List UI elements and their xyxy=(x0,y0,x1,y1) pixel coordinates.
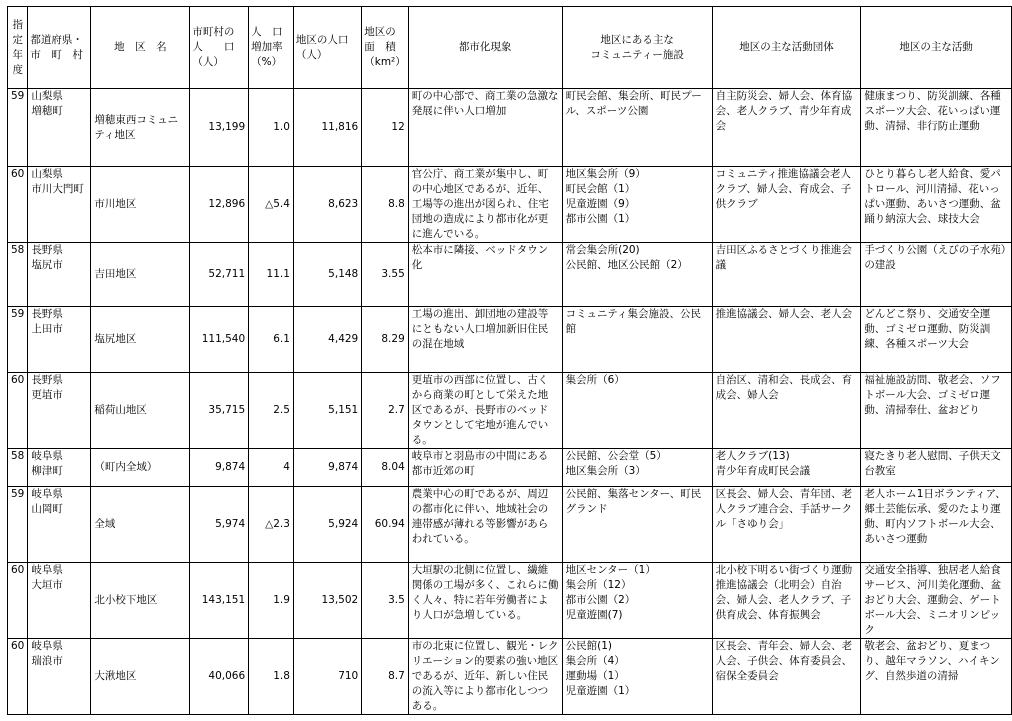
cell-area: 12 xyxy=(362,89,409,167)
cell-activities: ひとり暮らし老人給食、愛パトロール、河川清掃、花いっぱい運動、あいさつ運動、盆踊り納涼大会、球技大会 xyxy=(861,167,1012,243)
cell-year: 60 xyxy=(8,167,28,243)
cell-city-pop: 12,896 xyxy=(190,167,249,243)
cell-facilities: 常会集会所(20) 公民館、地区公民館（2） xyxy=(562,243,712,307)
header-district: 地 区 名 xyxy=(91,7,190,89)
header-district-pop: 地区の人口 （人） xyxy=(293,7,361,89)
cell-district: （町内全域） xyxy=(91,449,190,487)
cell-growth: 1.8 xyxy=(249,639,294,715)
cell-pref-city: 山梨県 市川大門町 xyxy=(28,167,91,243)
cell-growth: 2.5 xyxy=(249,373,294,449)
cell-city-pop: 40,066 xyxy=(190,639,249,715)
cell-district: 全域 xyxy=(91,487,190,563)
cell-growth: △5.4 xyxy=(249,167,294,243)
cell-groups: 推進協議会、婦人会、老人会 xyxy=(712,307,861,373)
cell-district: 市川地区 xyxy=(91,167,190,243)
cell-city-pop: 111,540 xyxy=(190,307,249,373)
cell-district: 増穂東西コミュニティ地区 xyxy=(91,89,190,167)
cell-area: 3.55 xyxy=(362,243,409,307)
cell-activities: 老人ホーム1日ボランティア、郷土芸能伝承、愛のたより運動、町内ソフトボール大会、あいさつ運動 xyxy=(861,487,1012,563)
cell-growth: △2.3 xyxy=(249,487,294,563)
cell-district-pop: 5,148 xyxy=(293,243,361,307)
cell-groups: 自主防災会、婦人会、体育協会、老人クラブ、青少年育成会 xyxy=(712,89,861,167)
cell-year: 60 xyxy=(8,639,28,715)
cell-facilities: 公民館(1) 集会所（4） 運動場（1） 児童遊園（1） xyxy=(562,639,712,715)
table-row xyxy=(8,639,1012,715)
cell-groups: 区長会、婦人会、青年団、老人クラブ連合会、手話サークル「さゆり会」 xyxy=(712,487,861,563)
table-row xyxy=(8,307,1012,373)
cell-district-pop: 710 xyxy=(293,639,361,715)
cell-district-pop: 5,924 xyxy=(293,487,361,563)
header-growth: 人 口 増加率 （%） xyxy=(249,7,294,89)
table-row xyxy=(8,487,1012,563)
cell-district-pop: 11,816 xyxy=(293,89,361,167)
cell-area: 8.7 xyxy=(362,639,409,715)
table-row xyxy=(8,89,1012,167)
cell-pref-city: 山梨県 増穂町 xyxy=(28,89,91,167)
cell-facilities: 公民館、集落センター、町民グランド xyxy=(562,487,712,563)
cell-urbanization: 官公庁、商工業が集中し、町の中心地区であるが、近年、工場等の進出が図られ、住宅団地の造成により都市化が更に進んでいる。 xyxy=(408,167,562,243)
cell-groups: コミュニティ推進協議会老人クラブ、婦人会、育成会、子供クラブ xyxy=(712,167,861,243)
cell-activities: 敬老会、盆おどり、夏まつり、越年マラソン、ハイキング、自然歩道の清掃 xyxy=(861,639,1012,715)
header-urbanization: 都市化現象 xyxy=(408,7,562,89)
cell-district: 塩尻地区 xyxy=(91,307,190,373)
cell-pref-city: 岐阜県 瑞浪市 xyxy=(28,639,91,715)
table-row xyxy=(8,373,1012,449)
cell-area: 8.29 xyxy=(362,307,409,373)
cell-area: 8.04 xyxy=(362,449,409,487)
cell-district: 北小校下地区 xyxy=(91,563,190,639)
header-row xyxy=(8,7,1012,89)
cell-groups: 老人クラブ(13) 青少年育成町民会議 xyxy=(712,449,861,487)
cell-groups: 区長会、青年会、婦人会、老人会、子供会、体育委員会、宿保全委員会 xyxy=(712,639,861,715)
cell-growth: 1.0 xyxy=(249,89,294,167)
cell-activities: 手づくり公園（えびの子水苑）の建設 xyxy=(861,243,1012,307)
header-facilities: 地区にある主な コミュニティー施設 xyxy=(562,7,712,89)
cell-urbanization: 市の北東に位置し、観光・レクリエーション的要素の強い地区であるが、近年、新しい住民の流入等により都市化しつつある。 xyxy=(408,639,562,715)
cell-facilities: 地区集会所（9） 町民会館（1） 児童遊園（9） 都市公園（1） xyxy=(562,167,712,243)
cell-district-pop: 13,502 xyxy=(293,563,361,639)
cell-city-pop: 9,874 xyxy=(190,449,249,487)
cell-activities: 寝たきり老人慰問、子供天文台教室 xyxy=(861,449,1012,487)
cell-year: 59 xyxy=(8,89,28,167)
cell-urbanization: 松本市に隣接、ベッドタウン化 xyxy=(408,243,562,307)
cell-city-pop: 5,974 xyxy=(190,487,249,563)
community-table xyxy=(7,6,1012,715)
cell-district-pop: 4,429 xyxy=(293,307,361,373)
cell-pref-city: 長野県 塩尻市 xyxy=(28,243,91,307)
table-row xyxy=(8,449,1012,487)
cell-pref-city: 岐阜県 大垣市 xyxy=(28,563,91,639)
table-row xyxy=(8,563,1012,639)
cell-district: 稲荷山地区 xyxy=(91,373,190,449)
cell-city-pop: 52,711 xyxy=(190,243,249,307)
cell-activities: 交通安全指導、独居老人給食サービス、河川美化運動、盆おどり大会、運動会、ゲートボール大会、ミニオリンピック xyxy=(861,563,1012,639)
header-city-pop: 市町村の 人 口 （人） xyxy=(190,7,249,89)
cell-year: 58 xyxy=(8,449,28,487)
cell-groups: 吉田区ふるさとづくり推進会議 xyxy=(712,243,861,307)
header-activities: 地区の主な活動 xyxy=(861,7,1012,89)
cell-year: 60 xyxy=(8,563,28,639)
cell-city-pop: 143,151 xyxy=(190,563,249,639)
cell-urbanization: 更埴市の西部に位置し、古くから商業の町として栄えた地区であるが、長野市のベッドタウンとして宅地が進んでいる。 xyxy=(408,373,562,449)
cell-growth: 4 xyxy=(249,449,294,487)
header-groups: 地区の主な活動団体 xyxy=(712,7,861,89)
header-area: 地区の 面 積 （km²） xyxy=(362,7,409,89)
cell-area: 60.94 xyxy=(362,487,409,563)
table-row xyxy=(8,167,1012,243)
cell-groups: 自治区、清和会、長成会、育成会、婦人会 xyxy=(712,373,861,449)
cell-pref-city: 岐阜県 山岡町 xyxy=(28,487,91,563)
cell-pref-city: 岐阜県 柳津町 xyxy=(28,449,91,487)
cell-year: 58 xyxy=(8,243,28,307)
cell-district-pop: 8,623 xyxy=(293,167,361,243)
cell-growth: 11.1 xyxy=(249,243,294,307)
cell-year: 59 xyxy=(8,487,28,563)
cell-growth: 1.9 xyxy=(249,563,294,639)
cell-groups: 北小校下明るい街づくり運動推進協議会（北明会）自治会、婦人会、老人クラブ、子供育成会、体育振興会 xyxy=(712,563,861,639)
cell-urbanization: 農業中心の町であるが、周辺の都市化に伴い、地域社会の連帯感が薄れる等影響があらわれている。 xyxy=(408,487,562,563)
cell-area: 8.8 xyxy=(362,167,409,243)
cell-district: 吉田地区 xyxy=(91,243,190,307)
cell-facilities: 公民館、公会堂（5） 地区集会所（3） xyxy=(562,449,712,487)
cell-facilities: 集会所（6） xyxy=(562,373,712,449)
cell-facilities: コミュニティ集会施設、公民館 xyxy=(562,307,712,373)
cell-urbanization: 大垣駅の北側に位置し、繊維関係の工場が多く、これらに働く人々、特に若年労働者により人口が急増している。 xyxy=(408,563,562,639)
cell-activities: 健康まつり、防災訓練、各種スポーツ大会、花いっぱい運動、清掃、非行防止運動 xyxy=(861,89,1012,167)
cell-activities: 福祉施設訪問、敬老会、ソフトボール大会、ゴミゼロ運動、清掃奉仕、盆おどり xyxy=(861,373,1012,449)
cell-pref-city: 長野県 上田市 xyxy=(28,307,91,373)
header-year: 指定年度 xyxy=(8,7,28,89)
cell-urbanization: 工場の進出、卸団地の建設等にともない人口増加新旧住民の混在地域 xyxy=(408,307,562,373)
cell-district-pop: 9,874 xyxy=(293,449,361,487)
cell-urbanization: 町の中心部で、商工業の急激な発展に伴い人口増加 xyxy=(408,89,562,167)
cell-year: 59 xyxy=(8,307,28,373)
cell-activities: どんどこ祭り、交通安全運動、ゴミゼロ運動、防災訓練、各種スポーツ大会 xyxy=(861,307,1012,373)
cell-urbanization: 岐阜市と羽島市の中間にある都市近郊の町 xyxy=(408,449,562,487)
table-row xyxy=(8,243,1012,307)
header-pref-city: 都道府県・ 市 町 村 xyxy=(28,7,91,89)
cell-city-pop: 35,715 xyxy=(190,373,249,449)
cell-district: 大湫地区 xyxy=(91,639,190,715)
cell-pref-city: 長野県 更埴市 xyxy=(28,373,91,449)
cell-city-pop: 13,199 xyxy=(190,89,249,167)
cell-area: 2.7 xyxy=(362,373,409,449)
cell-district-pop: 5,151 xyxy=(293,373,361,449)
cell-facilities: 地区センター（1） 集会所（12） 都市公園（2） 児童遊園(7) xyxy=(562,563,712,639)
cell-year: 60 xyxy=(8,373,28,449)
cell-facilities: 町民会館、集会所、町民プール、スポーツ公園 xyxy=(562,89,712,167)
cell-growth: 6.1 xyxy=(249,307,294,373)
cell-area: 3.5 xyxy=(362,563,409,639)
